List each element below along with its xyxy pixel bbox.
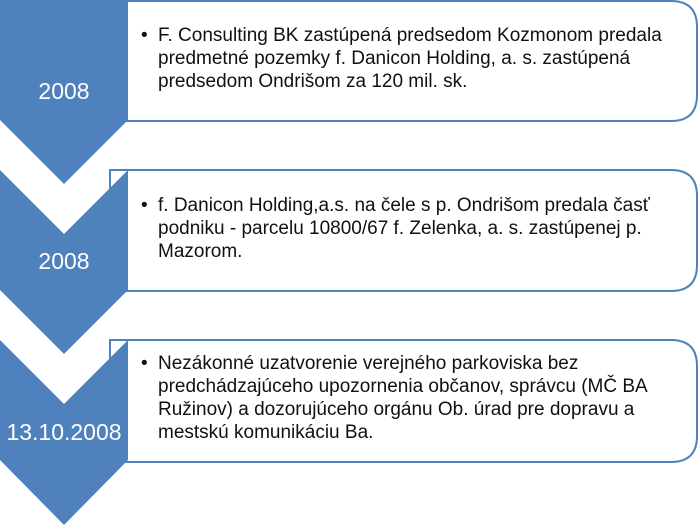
step-1-bullet-list xyxy=(140,24,678,93)
step-3-bullet-list xyxy=(140,352,678,444)
step-3-text: • Nezákonné uzatvorenie verejného parkoviska bez predchádzajúceho upozornenia občanov, správcu (MČ BA Ružinov) a dozorujúceho orgánu Ob. úrad pre dopravu a mestskú komunikáciu Ba. xyxy=(140,352,678,444)
step-3-panel xyxy=(128,344,688,444)
step-1-label: 2008 xyxy=(38,78,90,104)
step-2-panel xyxy=(128,186,688,263)
step-2-bullet-list xyxy=(140,194,678,263)
step-1-panel xyxy=(128,16,688,93)
step-2-text: • f. Danicon Holding,a.s. na čele s p. Ondrišom predala časť podniku - parcelu 10800/67 f. Zelenka, a. s. zastúpenej p. Mazorom. xyxy=(140,194,678,263)
step-1-text: • F. Consulting BK zastúpená predsedom Kozmonom predala predmetné pozemky f. Danicon Holding, a. s. zastúpená predsedom Ondrišom za 120 mil. sk. xyxy=(140,24,678,93)
step-2-label: 2008 xyxy=(38,248,90,274)
step-3-label: 13.10.2008 xyxy=(6,419,122,445)
